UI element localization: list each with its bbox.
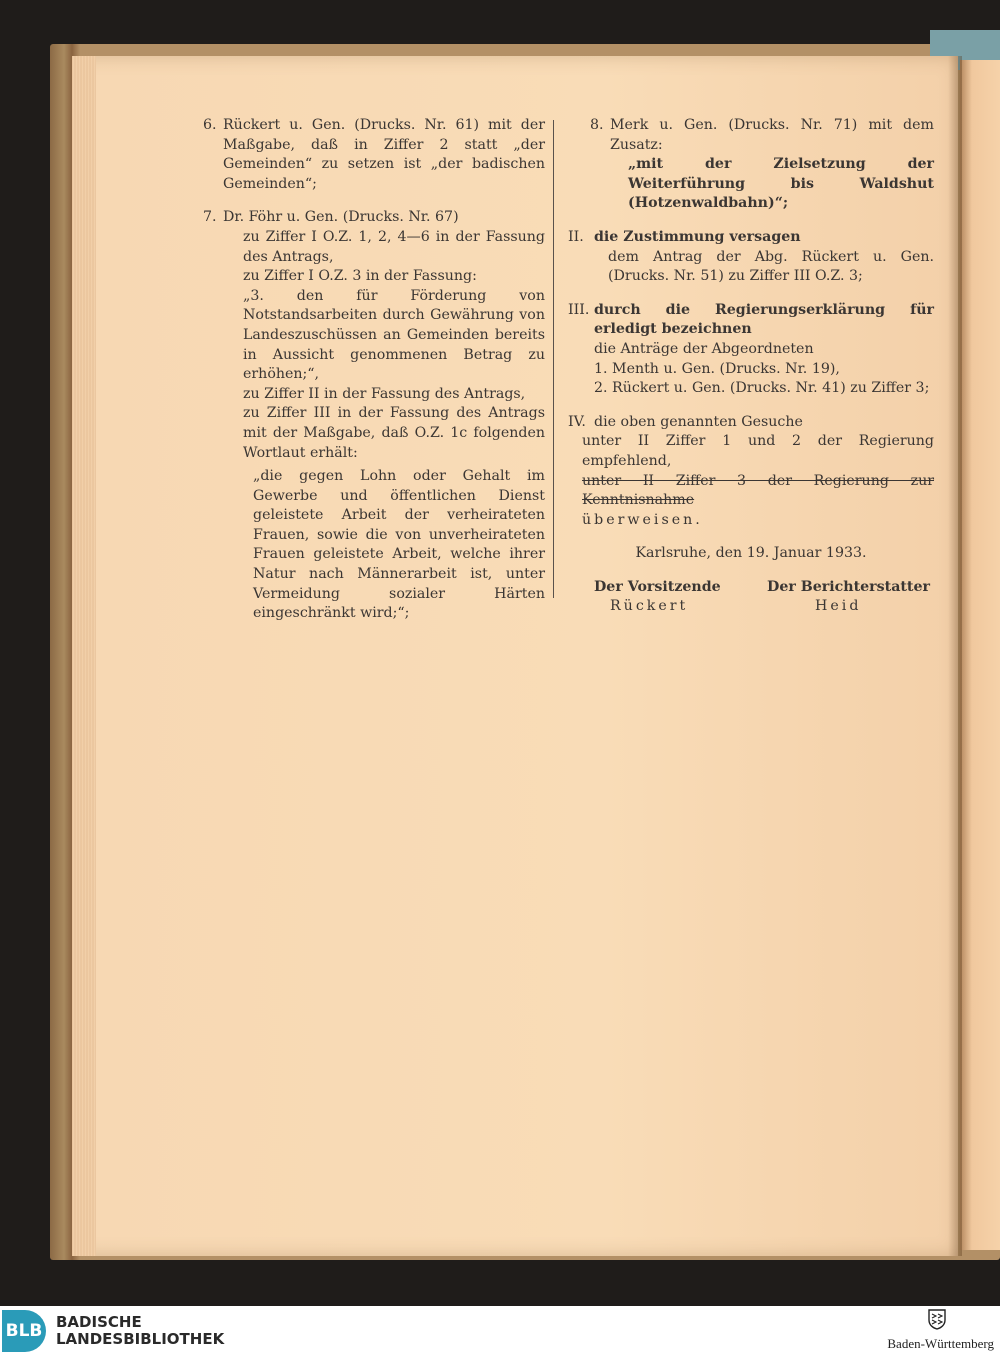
item-text: zu Ziffer II in der Fassung des Antrags, [243, 385, 526, 402]
signature-title: Der Vorsitzende [594, 578, 721, 595]
item-number: 7. [203, 209, 217, 226]
section-number: IV. [568, 413, 586, 430]
place-date: Karlsruhe, den 19. Januar 1933. [635, 545, 867, 562]
coat-of-arms-icon [928, 1308, 946, 1330]
section-text: die Anträge der Abgeordneten [594, 340, 814, 357]
library-name-line1: BADISCHE [56, 1313, 142, 1331]
section-text: dem Antrag der Abg. Rückert u. Gen. (Drucks. Nr. 51) zu Ziffer III O.Z. 3; [608, 248, 934, 285]
section-heading: die Zustimmung versagen [594, 228, 801, 245]
right-column [568, 116, 934, 617]
quoted-text: „die gegen Lohn oder Gehalt im Gewerbe und öffentlichen Dienst geleistete Arbeit der verheirateten Frauen, sowie die von unverheirateten Frauen geleistete Arbeit, welche ihrer Natur nach Männerarbeit ist, unter Vermeidung sozialer Härten eingeschränkt wird;“; [253, 468, 545, 622]
library-name-line2: LANDESBIBLIOTHEK [56, 1330, 225, 1348]
item-text: zu Ziffer III in der Fassung des Antrags mit der Maßgabe, daß O.Z. 1c folgenden Wortlaut erhält: [243, 405, 545, 461]
list-item-8 [568, 116, 934, 214]
item-text: Rückert u. Gen. (Drucks. Nr. 61) mit der Maßgabe, daß in Ziffer 2 statt „der Gemeinden“ zu setzen ist „der badischen Gemeinden“; [223, 117, 545, 192]
list-item-6 [203, 116, 545, 194]
signatures [568, 578, 934, 617]
section-text: 1. Menth u. Gen. (Drucks. Nr. 19), [594, 360, 840, 377]
item-number: 8. [590, 117, 604, 133]
signature-chair [594, 578, 721, 617]
signature-rapporteur [767, 578, 930, 617]
section-text: unter II Ziffer 1 und 2 der Regierung empfehlend, [582, 433, 934, 469]
item-text: zu Ziffer I O.Z. 3 in der Fassung: [243, 268, 477, 285]
section-text: die oben genannten Gesuche [594, 413, 803, 430]
footer-bar [0, 1306, 1000, 1356]
left-column [203, 116, 545, 624]
column-divider [553, 120, 554, 598]
page-stack [72, 56, 96, 1256]
quoted-text: „3. den für Förderung von Notstandsarbeiten durch Gewährung von Landeszuschüssen an Gemeinden bereits in Aussicht genommenen Betrag zu erhöhen;“, [243, 287, 545, 383]
section-text: 2. Rückert u. Gen. (Drucks. Nr. 41) zu Ziffer 3; [594, 380, 930, 397]
signature-name: Rückert [610, 598, 689, 615]
blb-logo[interactable] [2, 1310, 46, 1352]
section-iv [568, 413, 934, 531]
item-text: zu Ziffer I O.Z. 1, 2, 4—6 in der Fassung des Antrags, [243, 228, 545, 265]
signature-name: Heid [815, 598, 862, 615]
list-item-7 [203, 208, 545, 623]
item-text: Merk u. Gen. (Drucks. Nr. 71) mit dem Zusatz: [610, 117, 934, 153]
signature-title: Der Berichterstatter [767, 578, 930, 595]
section-number: III. [568, 301, 590, 318]
facing-page-edge [960, 60, 1000, 1250]
section-ii [568, 228, 934, 287]
state-name[interactable]: Baden-Württemberg [887, 1336, 994, 1351]
section-iii [568, 301, 934, 399]
section-text: überweisen. [582, 511, 703, 528]
item-text: Dr. Föhr u. Gen. (Drucks. Nr. 67) [223, 209, 459, 226]
section-heading: durch die Regierungserklärung für erledigt bezeichnen [594, 301, 934, 338]
logo-text: BLB [5, 1321, 43, 1341]
struck-text: unter II Ziffer 3 der Regierung zur Kenntnisnahme [582, 472, 934, 509]
gutter-shadow [948, 56, 962, 1256]
section-number: II. [568, 228, 584, 245]
quoted-text: „mit der Zielsetzung der Weiterführung bis Waldshut (Hotzenwaldbahn)“; [628, 156, 934, 212]
library-name[interactable] [56, 1314, 224, 1348]
item-number: 6. [203, 117, 217, 133]
